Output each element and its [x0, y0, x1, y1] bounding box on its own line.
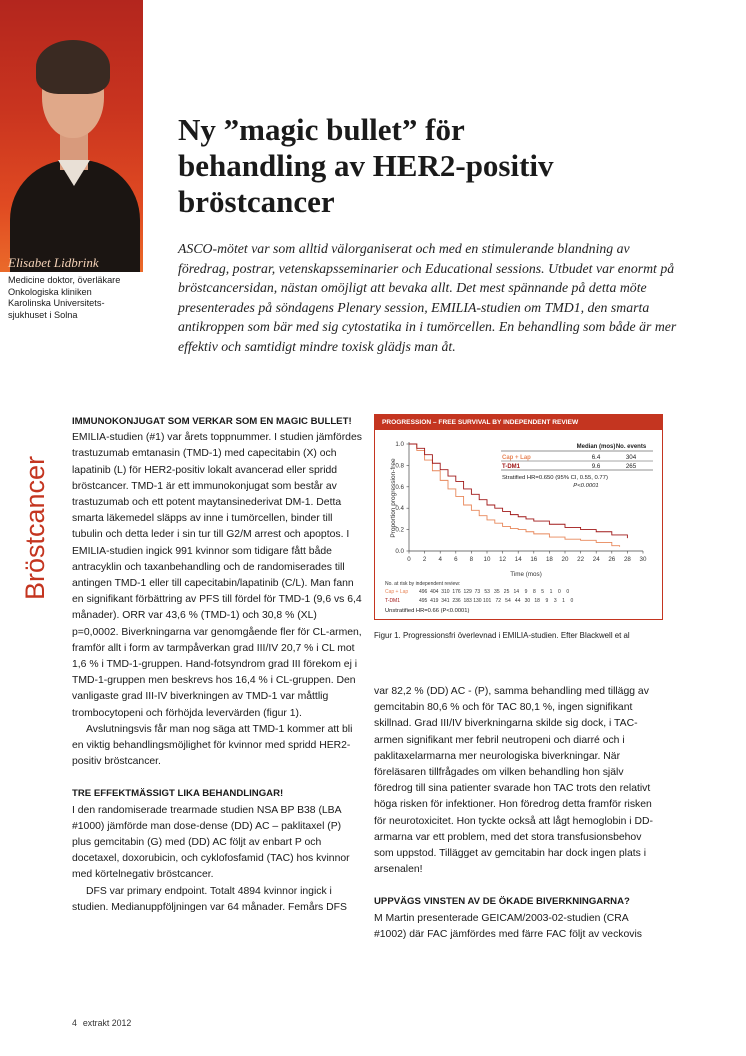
- risk-arm-cap-lap: Cap + Lap: [385, 589, 409, 595]
- at-risk-label: No. at risk by independent review:: [385, 581, 461, 587]
- author-portrait: [0, 0, 143, 272]
- x-tick-label: 10: [483, 556, 491, 563]
- hr-stratified: Stratified HR=0.650 (95% CI, 0.55, 0.77): [502, 475, 608, 481]
- y-tick-label: 0.8: [395, 462, 404, 470]
- y-tick-label: 1.0: [395, 441, 404, 448]
- y-axis-label: Proportion progression-free: [390, 458, 397, 538]
- x-tick-label: 26: [608, 556, 616, 563]
- events-cap-lap: 304: [625, 454, 637, 461]
- portrait-hair: [36, 40, 110, 94]
- body-paragraph: M Martin presenterade GEICAM/2003-02-studien (CRA #1002) där FAC jämfördes med färre FAC följt av veckovis: [374, 912, 642, 940]
- km-chart: [375, 430, 661, 618]
- body-paragraph: var 82,2 % (DD) AC - (P), samma behandling med tillägg av gemcitabin 80,6 % och för TAC 80,1 %, ingen signifikant skillnad. Grad III/IV biverkningarna skilde sig dock, i TAC-armen signifikant mer febril neutropeni och diarré och i paklitaxelarmarna mer neurologiska biverkningar. När föreläsaren tillfrågades om vilken behandling hon själv föredrog till sina patienter svarade hon TAC trots den relativt höga risken för infektioner. Hon föredrog detta framför risken för neurotoxicitet. Hon tyckte också att lågt hemoglobin i DD-armarna var ett problem, med det stora transfusionsbehov som uppstod. Tillägget av gemcitabin har dock ingen plats i arsenalen!: [374, 686, 653, 876]
- x-tick-label: 22: [577, 556, 585, 563]
- body-paragraph: Avslutningsvis får man nog säga att TMD-1 kommer att bli en viktig behandlingsmöjlighet för kvinnor med spridd HER2-positiv bröstcancer.: [72, 723, 353, 768]
- events-tdm1: 265: [625, 463, 637, 470]
- y-tick-label: 0.2: [395, 526, 404, 534]
- x-tick-label: 12: [499, 556, 507, 563]
- median-tdm1: 9.6: [591, 463, 601, 470]
- title-line-3: bröstcancer: [178, 184, 335, 219]
- body-paragraph: DFS var primary endpoint. Totalt 4894 kvinnor ingick i studien. Medianuppföljningen var 64 månader. Femårs DFS: [72, 885, 347, 913]
- p-value: P<0.0001: [573, 483, 599, 489]
- table-header-median: Median (mos): [576, 444, 616, 450]
- x-tick-label: 2: [422, 556, 427, 563]
- figure-caption: Figur 1. Progressionsfri överlevnad i EMILIA-studien. Efter Blackwell et al: [374, 631, 630, 640]
- x-tick-label: 30: [639, 556, 647, 563]
- x-tick-label: 0: [407, 556, 411, 563]
- y-tick-label: 0.6: [395, 483, 404, 491]
- author-info: [8, 275, 138, 321]
- legend-cap-lap: Cap + Lap: [502, 455, 531, 461]
- risk-counts-cap-lap: 496 404 310 176 129 73 53 35 25 14 9 8 5 1 0 0: [419, 589, 570, 595]
- author-hospital-1: Karolinska Universitets-: [8, 298, 105, 309]
- legend-tdm1: T-DM1: [502, 464, 520, 470]
- figure-box: [374, 414, 663, 620]
- author-hospital-2: sjukhuset i Solna: [8, 309, 78, 320]
- lead-paragraph: ASCO-mötet var som alltid välorganiserat och med en stimulerande blandning av föredrag, postrar, vetenskapsseminarier och Educational sessions. Utbudet var enormt på bröstcancersidan, nästan omöjligt att bevaka allt. Det mest spännande på detta möte presenterades på söndagens Plenary session, EMILIA-studien om TMD1, den smarta antikroppen som bär med sig cytostatika in i tumörcellen. En behandling som både är mer effektiv och samtidigt mindre toxisk glädjs man åt.: [178, 241, 677, 354]
- x-tick-label: 16: [530, 556, 538, 563]
- page-number: 4: [72, 1018, 77, 1028]
- author-name: Elisabet Lidbrink: [8, 255, 99, 270]
- body-paragraph: I den randomiserade trearmade studien NSA BP B38 (LBA #1000) jämförde man dose-dense (DD) AC – paklitaxel (P) plus gemcitabin (G) med (DD) AC följt av enbart P och docetaxel, doxorubicin, och cyklofosfamid (TAC) hos kvinnor med körtelnegativ bröstcancer.: [72, 804, 350, 881]
- right-column: [374, 684, 662, 943]
- subheading: IMMUNOKONJUGAT SOM VERKAR SOM EN MAGIC BULLET!: [72, 416, 352, 427]
- left-column: [72, 414, 362, 916]
- unstratified-hr: Unstratified HR=0.66 (P<0.0001): [385, 608, 470, 614]
- page-title: [178, 112, 698, 220]
- publication-name: extrakt 2012: [82, 1018, 132, 1028]
- x-tick-label: 4: [438, 556, 442, 563]
- x-tick-label: 6: [454, 556, 458, 563]
- figure-title: PROGRESSION – FREE SURVIVAL BY INDEPENDENT REVIEW: [375, 415, 662, 430]
- y-tick-label: 0.4: [395, 505, 404, 513]
- median-cap-lap: 6.4: [591, 454, 601, 461]
- title-line-2: behandling av HER2-positiv: [178, 148, 554, 183]
- x-axis-label: Time (mos): [510, 571, 542, 578]
- x-tick-label: 8: [469, 556, 474, 563]
- author-title: Medicine doktor, överläkare: [8, 275, 121, 285]
- x-tick-label: 18: [545, 556, 553, 563]
- x-tick-label: 24: [592, 556, 600, 563]
- x-tick-label: 14: [514, 556, 522, 563]
- y-tick-label: 0.0: [395, 548, 404, 555]
- page-footer: [72, 1018, 137, 1028]
- subheading: TRE EFFEKTMÄSSIGT LIKA BEHANDLINGAR!: [72, 788, 284, 800]
- x-tick-label: 28: [623, 556, 631, 563]
- table-header-events: No. events: [615, 444, 647, 450]
- risk-arm-tdm1: T-DM1: [385, 598, 400, 604]
- section-tag: Bröstcancer: [20, 455, 50, 600]
- x-tick-label: 20: [561, 556, 569, 563]
- body-paragraph: EMILIA-studien (#1) var årets toppnummer. I studien jämfördes trastuzumab emtanasin (TMD-1) med capecitabin (X) och lapatinib (L) för HER2-positiv lokalt avancerad eller spridd bröstcancer. TMD-1 är ett immunokonjugat som består av trastuzumab och ett potent maytansinederivat DM-1. Detta smarta läkemedel släpps av inne i tumörcellen, binder till tubulin och detta leder i sin tur till G2/M arrest och apoptos. I EMILIA-studien ingick 991 kvinnor som tidigare fått både antracyklin och taxanbehandling och de randomiserades till antingen TMD-1 eller till capecitabin/lapatinib (C/L). Man fann en signifikant förbättring av PFS till fördel för TMD-1 (9,6 vs 6,4 månader). ORR var 43,6 % (TMD-1) och 30,8 % (XL) p=0,0002. Biverkningarna var genomgående fler för CL-armen, framför allt i form av tarmpåverkan grad III/IV 20,7 % i CL mot 1,6 % i TMD-1-gruppen. Hand-fotsyndrom grad III förekom ej i TMD-1-gruppen men beskrevs hos 16,4 % i CL-gruppen. Den vanligaste grad III-IV biverkningen av TMD-1 var måttlig trombocytopeni och förhöjda levervärden (figur 1).: [72, 432, 362, 719]
- author-dept: Onkologiska kliniken: [8, 286, 92, 297]
- risk-counts-tdm1: 495 419 341 236 183 130 101 72 54 44 30 18 9 3 1 0: [419, 598, 574, 604]
- subheading: UPPVÄGS VINSTEN AV DE ÖKADE BIVERKNINGARNA?: [374, 896, 630, 908]
- title-line-1: Ny ”magic bullet” för: [178, 112, 465, 147]
